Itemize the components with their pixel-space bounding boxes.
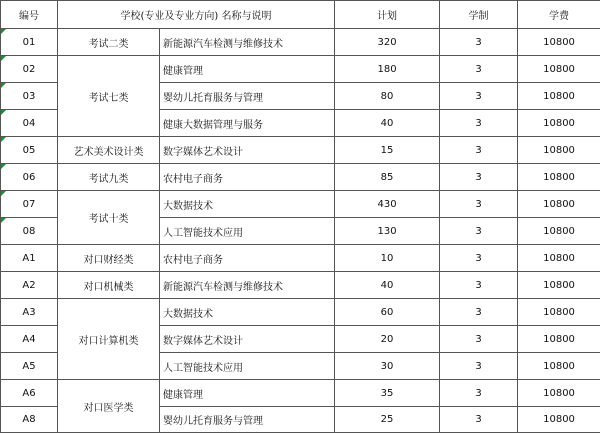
table-row bbox=[1, 29, 600, 56]
category-cell: 对口机械类 bbox=[58, 272, 160, 299]
fee-cell: 10800 bbox=[518, 29, 600, 56]
fee-cell: 10800 bbox=[518, 299, 600, 326]
major-cell: 健康大数据管理与服务 bbox=[160, 110, 335, 137]
code-cell: A5 bbox=[1, 353, 58, 380]
fee-cell: 10800 bbox=[518, 110, 600, 137]
major-cell: 婴幼儿托育服务与管理 bbox=[160, 407, 335, 433]
fee-cell: 10800 bbox=[518, 137, 600, 164]
years-cell: 3 bbox=[440, 326, 518, 353]
plan-cell: 20 bbox=[335, 326, 440, 353]
major-cell: 大数据技术 bbox=[160, 191, 335, 218]
header-fee: 学费 bbox=[518, 1, 600, 29]
major-cell: 人工智能技术应用 bbox=[160, 218, 335, 245]
plan-cell: 35 bbox=[335, 380, 440, 407]
header-plan: 计划 bbox=[335, 1, 440, 29]
plan-cell: 180 bbox=[335, 56, 440, 83]
years-cell: 3 bbox=[440, 272, 518, 299]
fee-cell: 10800 bbox=[518, 326, 600, 353]
table-row bbox=[1, 191, 600, 218]
years-cell: 3 bbox=[440, 245, 518, 272]
table-row bbox=[1, 56, 600, 83]
fee-cell: 10800 bbox=[518, 380, 600, 407]
table-row bbox=[1, 272, 600, 299]
table-row bbox=[1, 245, 600, 272]
plan-cell: 40 bbox=[335, 272, 440, 299]
fee-cell: 10800 bbox=[518, 272, 600, 299]
fee-cell: 10800 bbox=[518, 218, 600, 245]
major-cell: 数字媒体艺术设计 bbox=[160, 326, 335, 353]
years-cell: 3 bbox=[440, 218, 518, 245]
table-row bbox=[1, 299, 600, 326]
years-cell: 3 bbox=[440, 56, 518, 83]
major-cell: 数字媒体艺术设计 bbox=[160, 137, 335, 164]
table-row bbox=[1, 137, 600, 164]
fee-cell: 10800 bbox=[518, 245, 600, 272]
plan-cell: 10 bbox=[335, 245, 440, 272]
plan-cell: 130 bbox=[335, 218, 440, 245]
years-cell: 3 bbox=[440, 353, 518, 380]
years-cell: 3 bbox=[440, 29, 518, 56]
code-cell: A8 bbox=[1, 407, 58, 433]
major-cell: 新能源汽车检测与维修技术 bbox=[160, 29, 335, 56]
years-cell: 3 bbox=[440, 110, 518, 137]
code-cell: 03 bbox=[1, 83, 58, 110]
fee-cell: 10800 bbox=[518, 407, 600, 433]
code-cell: 07 bbox=[1, 191, 58, 218]
plan-cell: 80 bbox=[335, 83, 440, 110]
code-cell: A3 bbox=[1, 299, 58, 326]
table-row bbox=[1, 164, 600, 191]
major-cell: 新能源汽车检测与维修技术 bbox=[160, 272, 335, 299]
code-cell: A2 bbox=[1, 272, 58, 299]
major-cell: 农村电子商务 bbox=[160, 164, 335, 191]
plan-cell: 25 bbox=[335, 407, 440, 433]
header-row bbox=[1, 1, 600, 29]
category-cell: 考试九类 bbox=[58, 164, 160, 191]
years-cell: 3 bbox=[440, 380, 518, 407]
plan-cell: 85 bbox=[335, 164, 440, 191]
code-cell: 02 bbox=[1, 56, 58, 83]
code-cell: 08 bbox=[1, 218, 58, 245]
plan-cell: 60 bbox=[335, 299, 440, 326]
plan-cell: 320 bbox=[335, 29, 440, 56]
code-cell: 01 bbox=[1, 29, 58, 56]
major-cell: 大数据技术 bbox=[160, 299, 335, 326]
fee-cell: 10800 bbox=[518, 164, 600, 191]
major-cell: 健康管理 bbox=[160, 56, 335, 83]
table-row bbox=[1, 380, 600, 407]
fee-cell: 10800 bbox=[518, 83, 600, 110]
code-cell: 04 bbox=[1, 110, 58, 137]
category-cell: 考试七类 bbox=[58, 56, 160, 137]
header-school: 学校(专业及专业方向) 名称与说明 bbox=[58, 1, 335, 29]
fee-cell: 10800 bbox=[518, 56, 600, 83]
major-cell: 农村电子商务 bbox=[160, 245, 335, 272]
fee-cell: 10800 bbox=[518, 353, 600, 380]
header-code: 编号 bbox=[1, 1, 58, 29]
header-years: 学制 bbox=[440, 1, 518, 29]
major-cell: 婴幼儿托育服务与管理 bbox=[160, 83, 335, 110]
code-cell: 06 bbox=[1, 164, 58, 191]
category-cell: 考试二类 bbox=[58, 29, 160, 56]
years-cell: 3 bbox=[440, 137, 518, 164]
major-cell: 健康管理 bbox=[160, 380, 335, 407]
code-cell: 05 bbox=[1, 137, 58, 164]
category-cell: 对口计算机类 bbox=[58, 299, 160, 380]
plan-cell: 15 bbox=[335, 137, 440, 164]
years-cell: 3 bbox=[440, 299, 518, 326]
years-cell: 3 bbox=[440, 164, 518, 191]
major-cell: 人工智能技术应用 bbox=[160, 353, 335, 380]
category-cell: 对口财经类 bbox=[58, 245, 160, 272]
category-cell: 对口医学类 bbox=[58, 380, 160, 433]
years-cell: 3 bbox=[440, 191, 518, 218]
category-cell: 考试十类 bbox=[58, 191, 160, 245]
plan-cell: 430 bbox=[335, 191, 440, 218]
category-cell: 艺术美术设计类 bbox=[58, 137, 160, 164]
code-cell: A4 bbox=[1, 326, 58, 353]
plan-cell: 40 bbox=[335, 110, 440, 137]
years-cell: 3 bbox=[440, 83, 518, 110]
code-cell: A6 bbox=[1, 380, 58, 407]
years-cell: 3 bbox=[440, 407, 518, 433]
fee-cell: 10800 bbox=[518, 191, 600, 218]
plan-cell: 30 bbox=[335, 353, 440, 380]
code-cell: A1 bbox=[1, 245, 58, 272]
